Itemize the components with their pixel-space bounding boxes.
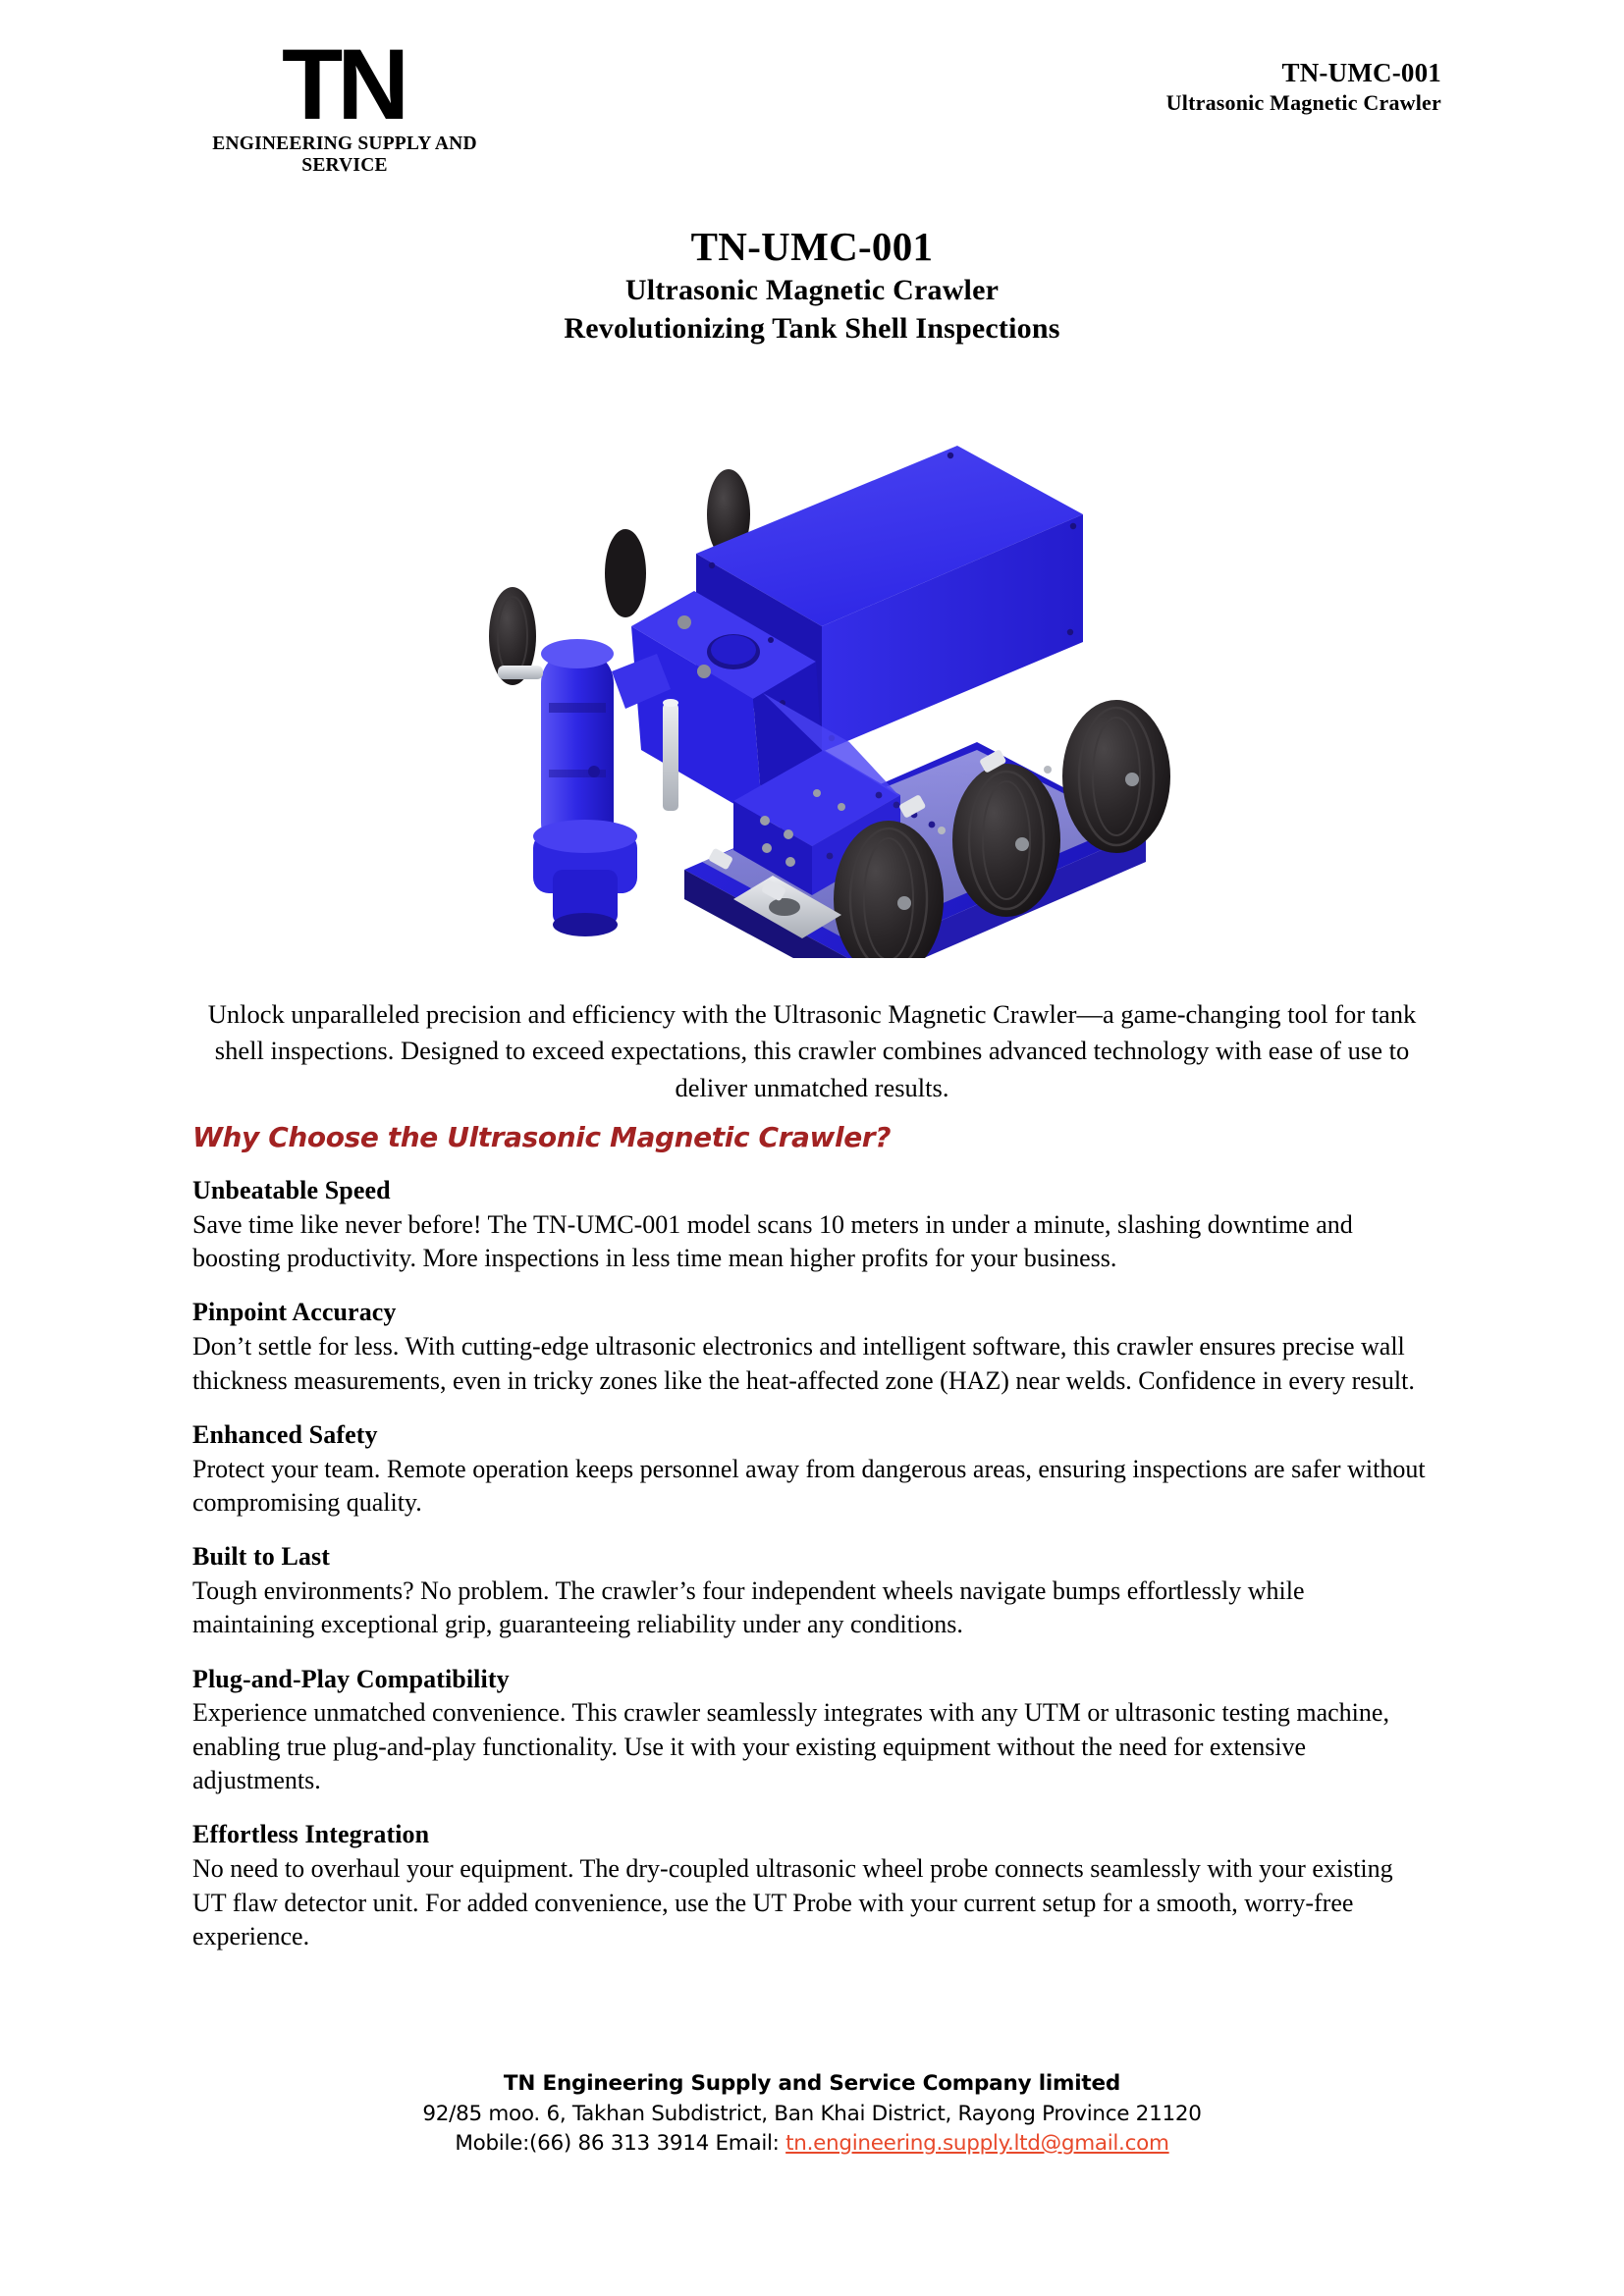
product-image	[0, 399, 1624, 968]
page-title	[0, 224, 1624, 347]
company-logo	[183, 28, 507, 177]
feature-title: Pinpoint Accuracy	[192, 1298, 397, 1327]
actuator-shaft	[663, 699, 678, 811]
feature-item	[192, 1418, 1432, 1520]
document-footer	[0, 2069, 1624, 2160]
footer-email-link[interactable]: tn.engineering.supply.ltd@gmail.com	[785, 2131, 1169, 2157]
feature-item	[192, 1296, 1432, 1397]
feature-title: Enhanced Safety	[192, 1419, 378, 1449]
feature-title: Unbeatable Speed	[192, 1176, 391, 1204]
footer-company-name: TN Engineering Supply and Service Company limited	[503, 2071, 1121, 2096]
logo-tagline: ENGINEERING SUPPLY AND SERVICE	[212, 133, 477, 176]
section-heading-why-choose: Why Choose the Ultrasonic Magnetic Crawler?	[192, 1121, 892, 1153]
logo-monogram: TN	[282, 28, 404, 140]
header-document-reference	[1166, 57, 1441, 117]
document-header	[0, 28, 1624, 199]
feature-title: Plug-and-Play Compatibility	[192, 1664, 510, 1693]
feature-item	[192, 1540, 1432, 1641]
feature-item	[192, 1663, 1432, 1798]
feature-body: No need to overhaul your equipment. The dry-coupled ultrasonic wheel probe connects seamlessly with your existing UT flaw detector unit. For added convenience, use the UT Probe with your current setup for a smooth, worry-free experience.	[192, 1854, 1393, 1950]
feature-body: Tough environments? No problem. The crawler’s four independent wheels navigate bumps effortlessly while maintaining exceptional grip, guaranteeing reliability under any conditions.	[192, 1576, 1305, 1639]
title-product-name: Ultrasonic Magnetic Crawler	[624, 273, 1000, 306]
title-tagline: Revolutionizing Tank Shell Inspections	[564, 311, 1060, 345]
feature-body: Save time like never before! The TN-UMC-001 model scans 10 meters in under a minute, slashing downtime and boosting productivity. More inspections in less time mean higher profits for your business.	[192, 1209, 1353, 1273]
features-list	[192, 1174, 1432, 1953]
wheel-front-right	[1062, 700, 1170, 853]
feature-body: Experience unmatched convenience. This crawler seamlessly integrates with any UTM or ultrasonic testing machine, enabling true plug-and-play functionality. Use it with your existing equipment without the need for extensive adjustments.	[192, 1698, 1389, 1795]
feature-body: Protect your team. Remote operation keeps personnel away from dangerous areas, ensuring inspections are safer without compromising quality.	[192, 1454, 1426, 1517]
header-doc-code: TN-UMC-001	[1281, 58, 1441, 87]
feature-title: Built to Last	[192, 1542, 330, 1572]
feature-item	[192, 1174, 1432, 1275]
feature-item	[192, 1818, 1432, 1953]
feature-title: Effortless Integration	[192, 1820, 430, 1849]
title-model-number: TN-UMC-001	[690, 224, 934, 269]
wheel-mid-right	[952, 764, 1060, 917]
header-doc-name: Ultrasonic Magnetic Crawler	[1165, 90, 1441, 116]
feature-body: Don’t settle for less. With cutting-edge ultrasonic electronics and intelligent software, this crawler ensures precise wall thickness measurements, even in tricky zones like the heat-affected zone (HAZ) near welds. Confidence in every result.	[192, 1332, 1415, 1395]
footer-contact-line	[0, 2129, 1624, 2160]
intro-paragraph: Unlock unparalleled precision and efficiency with the Ultrasonic Magnetic Crawler—a game-changing tool for tank shell inspections. Designed to exceed expectations, this crawler combines advanced technology with ease of use to deliver unmatched results.	[207, 998, 1417, 1102]
footer-address: 92/85 moo. 6, Takhan Subdistrict, Ban Khai District, Rayong Province 21120	[422, 2101, 1202, 2126]
footer-phone: Mobile:(66) 86 313 3914 Email:	[455, 2131, 786, 2157]
crawler-render	[439, 408, 1185, 958]
